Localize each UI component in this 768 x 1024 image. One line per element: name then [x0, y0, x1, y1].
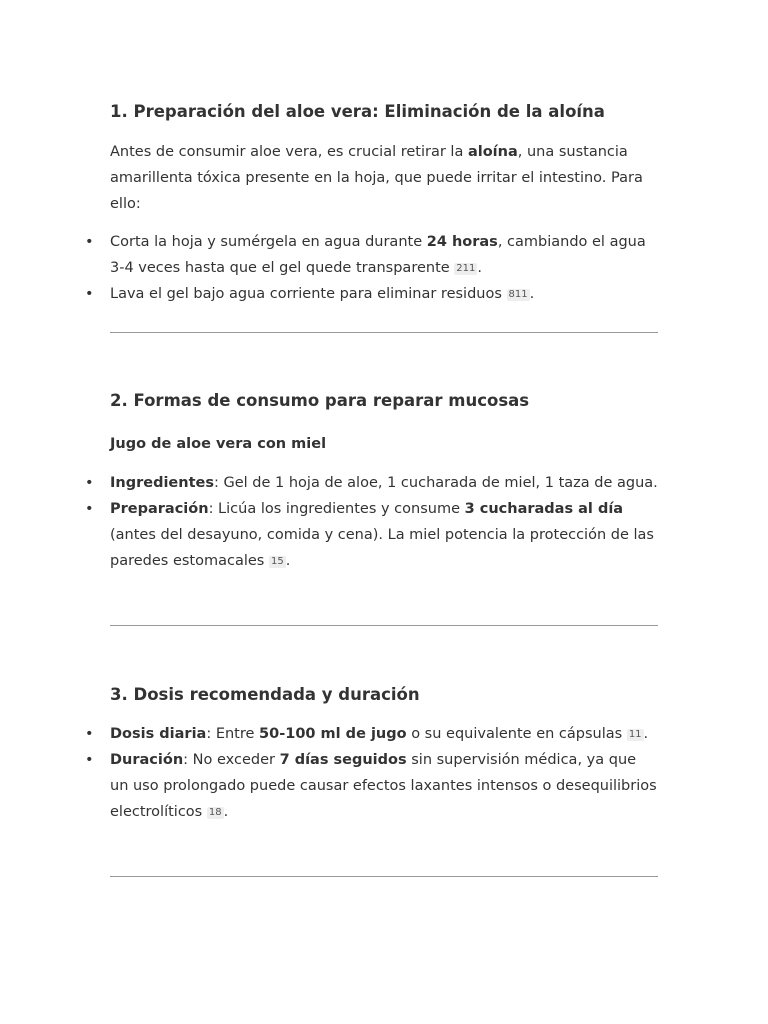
section-divider [110, 332, 658, 333]
item-bold-2: 50-100 ml de jugo [259, 726, 407, 742]
item-text: : Gel de 1 hoja de aloe, 1 cucharada de miel, 1 taza de agua. [214, 475, 658, 491]
section-1-intro [110, 139, 658, 217]
item-bold: Ingredientes [110, 475, 214, 491]
item-bold-2: 3 cucharadas al día [464, 501, 624, 517]
section-3-list [110, 721, 658, 825]
item-text-2: sin supervisión médica, ya que un uso prolongado puede causar efectos laxantes intensos o desequilibrios electrolíticos [110, 752, 657, 820]
item-text: : Entre [206, 726, 260, 742]
item-text-2: o su equivalente en cápsulas [406, 726, 627, 742]
section-1-title: 1. Preparación del aloe vera: Eliminación de la aloína [110, 102, 605, 121]
item-text: : No exceder [183, 752, 280, 768]
item-text-2: , cambiando el agua 3-4 veces hasta que el gel quede transparente [110, 234, 646, 276]
list-item [110, 470, 658, 496]
list-item [110, 747, 658, 825]
item-end: . [223, 804, 229, 820]
section-2-subtitle: Jugo de aloe vera con miel [110, 436, 327, 452]
item-end: . [285, 553, 291, 569]
section-1-list [110, 229, 658, 307]
section-divider [110, 625, 658, 626]
section-divider [110, 876, 658, 877]
item-bold: 24 horas [426, 234, 498, 250]
item-bold: Duración [110, 752, 184, 768]
item-bold-2: 7 días seguidos [279, 752, 407, 768]
item-end: . [529, 286, 535, 302]
citation-badge[interactable]: 211 [456, 263, 476, 274]
item-text: Lava el gel bajo agua corriente para eliminar residuos [110, 286, 507, 302]
citation-badge[interactable]: 11 [628, 729, 642, 740]
item-bold: Dosis diaria [110, 726, 207, 742]
list-item [110, 496, 658, 574]
item-end: . [643, 726, 649, 742]
list-item [110, 281, 658, 307]
section-3-title: 3. Dosis recomendada y duración [110, 685, 420, 704]
citation-badge[interactable]: 18 [208, 807, 222, 818]
section-2-list [110, 470, 658, 574]
item-text: Corta la hoja y sumérgela en agua durante [110, 234, 427, 250]
item-end: . [477, 260, 482, 276]
list-item [110, 721, 658, 747]
section-2-title: 2. Formas de consumo para reparar mucosas [110, 391, 530, 410]
item-text-2: (antes del desayuno, comida y cena). La miel potencia la protección de las paredes estomacales [110, 527, 654, 569]
citation-badge[interactable]: 15 [270, 556, 284, 567]
item-text: : Licúa los ingredientes y consume [208, 501, 465, 517]
intro-text: Antes de consumir aloe vera, es crucial retirar la [110, 144, 468, 160]
item-bold: Preparación [110, 501, 209, 517]
intro-bold: aloína [467, 144, 518, 160]
intro-text-2: , una sustancia amarillenta tóxica presente en la hoja, que puede irritar el intestino. Para ello: [110, 144, 643, 212]
citation-badge[interactable]: 811 [508, 289, 528, 300]
list-item [110, 229, 658, 281]
